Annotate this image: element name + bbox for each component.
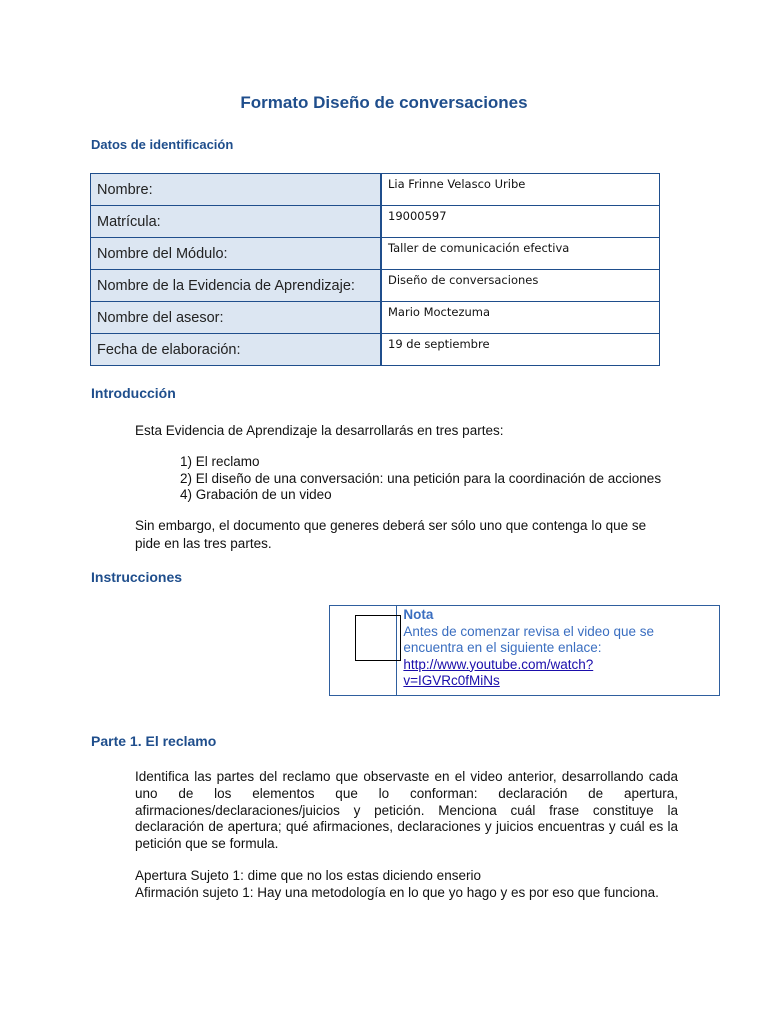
note-image-cell <box>330 606 397 695</box>
row-value: 19000597 <box>381 206 660 238</box>
table-row <box>91 302 660 334</box>
row-label: Nombre del Módulo: <box>91 238 382 270</box>
intro-closing-line2: pide en las tres partes. <box>135 536 272 551</box>
row-value: Diseño de conversaciones <box>381 270 660 302</box>
table-row <box>91 206 660 238</box>
ident-heading: Datos de identificación <box>91 137 234 152</box>
table-row <box>91 174 660 206</box>
row-label: Matrícula: <box>91 206 382 238</box>
table-row <box>91 238 660 270</box>
note-title: Nota <box>403 607 434 622</box>
list-item: 2) El diseño de una conversación: una petición para la coordinación de acciones <box>180 470 662 486</box>
intro-list <box>180 454 661 504</box>
row-label: Nombre de la Evidencia de Aprendizaje: <box>91 270 382 302</box>
document-title: Formato Diseño de conversaciones <box>240 93 528 112</box>
note-box <box>329 605 720 696</box>
row-value: 19 de septiembre <box>381 334 660 366</box>
table-row <box>91 334 660 366</box>
intro-heading: Introducción <box>91 385 176 401</box>
row-value: Mario Moctezuma <box>381 302 660 334</box>
part1-answer-1: Apertura Sujeto 1: dime que no los estas diciendo enserio <box>135 868 481 883</box>
note-text: Antes de comenzar revisa el video que se encuentra en el siguiente enlace: <box>403 623 655 655</box>
list-item: 1) El reclamo <box>180 454 260 469</box>
row-label: Fecha de elaboración: <box>91 334 382 366</box>
table-row <box>91 270 660 302</box>
list-item: 4) Grabación de un video <box>180 487 332 502</box>
image-placeholder-icon <box>355 615 401 661</box>
ident-table <box>90 173 660 366</box>
row-value: Taller de comunicación efectiva <box>381 238 660 270</box>
part1-heading: Parte 1. El reclamo <box>91 733 217 749</box>
part1-paragraph: Identifica las partes del reclamo que observaste en el video anterior, desarrollando cada uno de los elementos que lo conforman: declaración de apertura, afirmaciones/declaraciones/juicios y petición. Menciona cuál frase constituye la declaración de apertura; qué afirmaciones, declaraciones y juicios encuentras y cuál es la petición que se formula. <box>135 769 678 852</box>
row-label: Nombre del asesor: <box>91 302 382 334</box>
row-label: Nombre: <box>91 174 382 206</box>
part1-answer-2: Afirmación sujeto 1: Hay una metodología en lo que yo hago y es por eso que funciona. <box>135 885 659 900</box>
intro-closing-line1: Sin embargo, el documento que generes deberá ser sólo uno que contenga lo que se <box>135 518 647 533</box>
intro-lead: Esta Evidencia de Aprendizaje la desarrollarás en tres partes: <box>135 423 504 438</box>
note-content <box>397 606 719 695</box>
video-link-line2[interactable]: v=IGVRc0fMiNs <box>403 673 500 688</box>
row-value: Lia Frinne Velasco Uribe <box>381 174 660 206</box>
instructions-heading: Instrucciones <box>91 569 183 585</box>
video-link-line1[interactable]: http://www.youtube.com/watch? <box>403 656 594 672</box>
